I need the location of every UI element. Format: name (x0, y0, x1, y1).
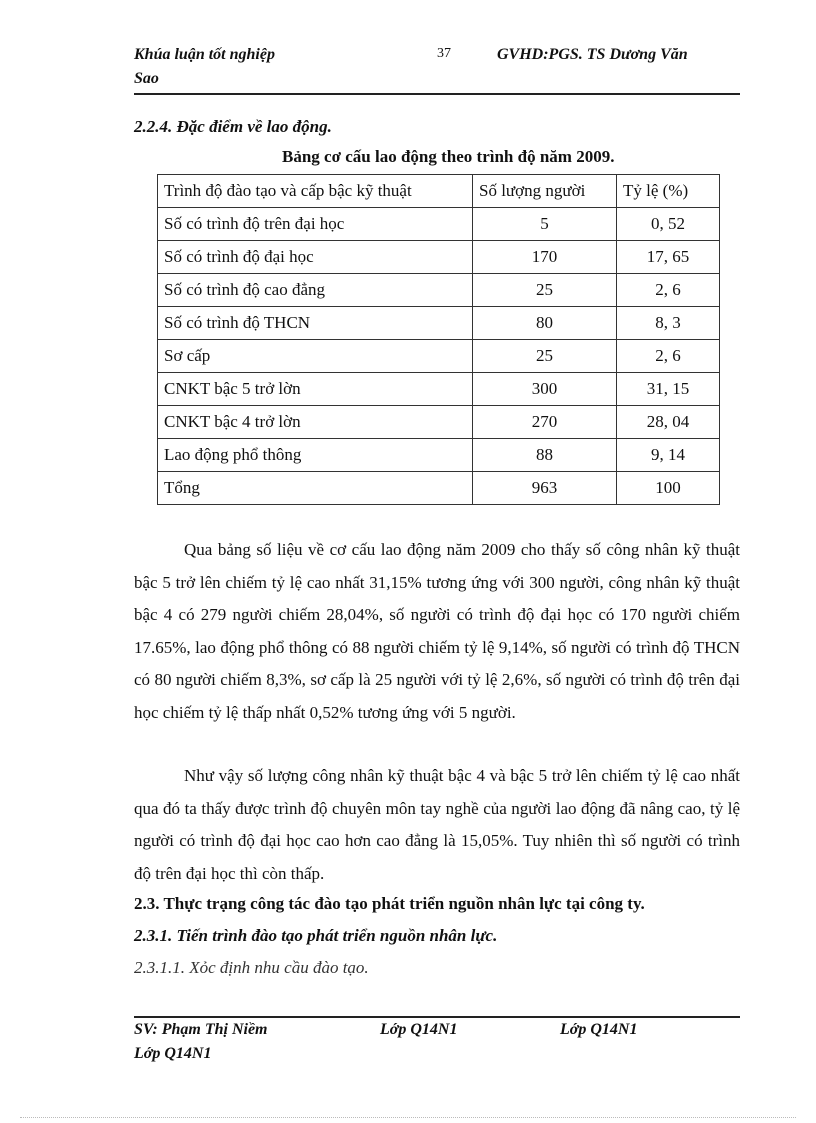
table-cell: CNKT bậc 4 trở lờn (158, 406, 473, 439)
table-header-cell: Tỷ lệ (%) (617, 175, 720, 208)
heading-2-3: 2.3. Thực trạng công tác đào tạo phát triển nguồn nhân lực tại công ty. (134, 894, 645, 913)
labor-table (157, 174, 720, 505)
table-row (158, 406, 720, 439)
heading-2-3-1: 2.3.1. Tiến trình đào tạo phát triển nguồn nhân lực. (134, 926, 498, 945)
table-cell: 100 (617, 472, 720, 505)
table-cell: Số có trình độ đại học (158, 241, 473, 274)
table-cell: 0, 52 (617, 208, 720, 241)
table-cell: CNKT bậc 5 trở lờn (158, 373, 473, 406)
table-cell: 28, 04 (617, 406, 720, 439)
paragraph-2-text: Như vậy số lượng công nhân kỹ thuật bậc 4 và bậc 5 trở lên chiếm tỷ lệ cao nhất qua đó ta thấy được trình độ chuyên môn tay nghề của người lao động đã nâng cao, tỷ lệ người có trình độ đại học cao hơn cao đẳng là 15,05%. Tuy nhiên thì số người có trình độ trên đại học thì còn thấp. (134, 766, 740, 883)
table-cell: Số có trình độ cao đẳng (158, 274, 473, 307)
table-row (158, 307, 720, 340)
header-left-line1: Khúa luận tốt nghiệp (134, 46, 275, 63)
table-cell: Số có trình độ trên đại học (158, 208, 473, 241)
table-total-row (158, 472, 720, 505)
table-cell: 963 (473, 472, 617, 505)
table-cell: Tổng (158, 472, 473, 505)
table-cell: 300 (473, 373, 617, 406)
footer-class: Lớp Q14N1 (380, 1021, 458, 1038)
page-bottom-dotted-line (20, 1117, 796, 1118)
page-number: 37 (437, 46, 451, 61)
heading-2-3-1-1: 2.3.1.1. Xỏc định nhu cầu đào tạo. (134, 958, 369, 977)
table-cell: 2, 6 (617, 340, 720, 373)
header-left-line2: Sao (134, 70, 159, 87)
table-cell: 17, 65 (617, 241, 720, 274)
table-cell: 80 (473, 307, 617, 340)
footer-student: SV: Phạm Thị Niềm (134, 1021, 268, 1038)
footer-class: Lớp Q14N1 (560, 1021, 638, 1038)
table-title: Bảng cơ cấu lao động theo trình độ năm 2009. (282, 147, 615, 166)
table-header-row (158, 175, 720, 208)
table-cell: Lao động phổ thông (158, 439, 473, 472)
header-right: GVHD:PGS. TS Dương Văn (497, 46, 688, 63)
table-header-cell: Số lượng người (473, 175, 617, 208)
table-cell: 25 (473, 340, 617, 373)
table-cell: 31, 15 (617, 373, 720, 406)
table-cell: Số có trình độ THCN (158, 307, 473, 340)
table-row (158, 439, 720, 472)
table-cell: 270 (473, 406, 617, 439)
table-row (158, 340, 720, 373)
footer-rule (134, 1016, 740, 1018)
table-cell: 8, 3 (617, 307, 720, 340)
table-cell: 88 (473, 439, 617, 472)
paragraph-2 (134, 760, 740, 890)
table-row (158, 274, 720, 307)
table-row (158, 208, 720, 241)
table-row (158, 241, 720, 274)
header-rule (134, 93, 740, 95)
paragraph-1 (134, 534, 740, 729)
table-cell: Sơ cấp (158, 340, 473, 373)
table-cell: 170 (473, 241, 617, 274)
table-cell: 9, 14 (617, 439, 720, 472)
table-header-cell: Trình độ đào tạo và cấp bậc kỹ thuật (158, 175, 473, 208)
paragraph-1-text: Qua bảng số liệu về cơ cấu lao động năm 2009 cho thấy số công nhân kỹ thuật bậc 5 trở lên chiếm tỷ lệ cao nhất 31,15% tương ứng với 300 người, công nhân kỹ thuật bậc 4 có 279 người chiếm 28,04%, số người có trình độ đại học có 170 người chiếm 17.65%, lao động phổ thông có 88 người chiếm tỷ lệ 9,14%, số người có trình độ THCN có 80 người chiếm 8,3%, sơ cấp là 25 người với tỷ lệ 2,6%, số người có trình độ trên đại học chiếm tỷ lệ thấp nhất 0,52% tương ứng với 5 người. (134, 540, 740, 722)
table-cell: 25 (473, 274, 617, 307)
table-cell: 2, 6 (617, 274, 720, 307)
table-cell: 5 (473, 208, 617, 241)
footer-class: Lớp Q14N1 (134, 1045, 212, 1062)
section-title: 2.2.4. Đặc điểm về lao động. (134, 117, 332, 136)
table-row (158, 373, 720, 406)
